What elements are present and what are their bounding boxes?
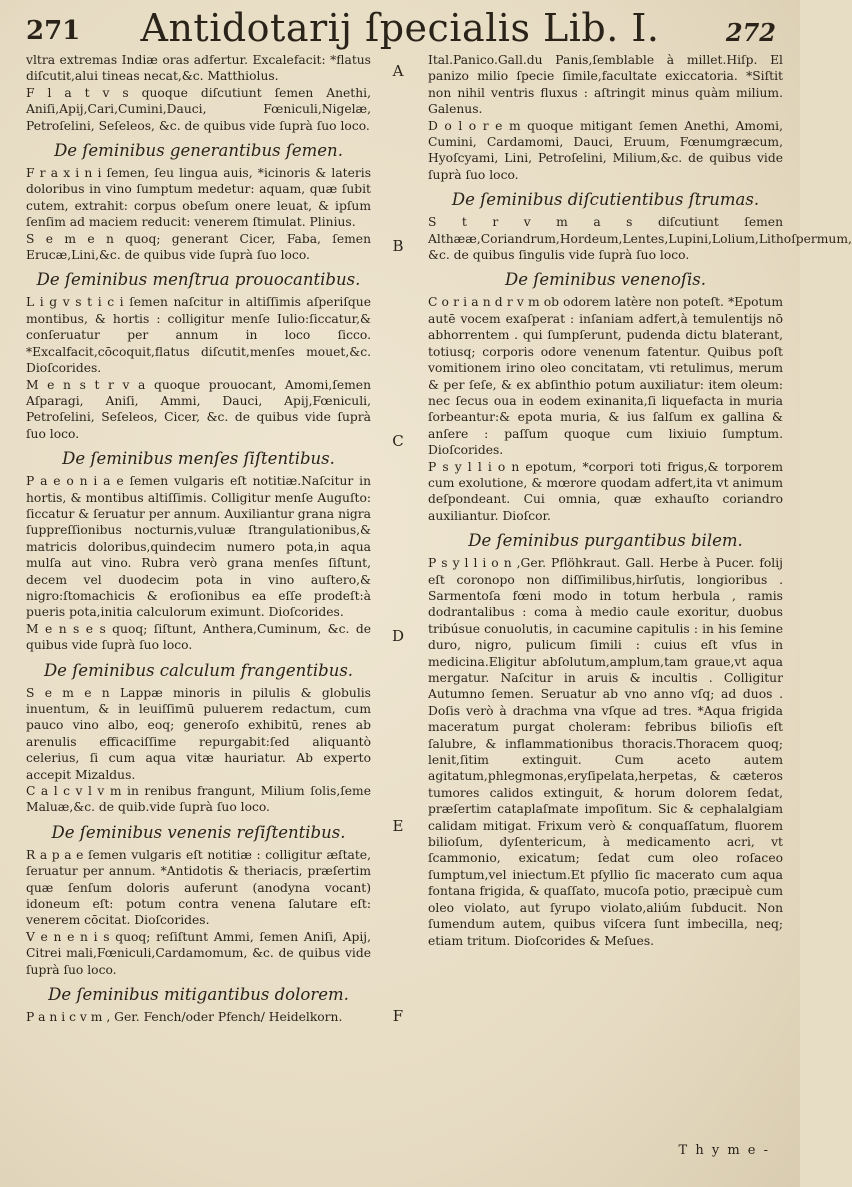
paragraph: F r a x i n i ſemen, ſeu lingua auis, *icinoris & lateris doloribus in vino ſumptum medetur: aquam, quæ ſubit cutem, extrahit: corpus obeſum onere leuat, & ipſum ſenſim ad maciem reducit: venerem ſtimulat. Plinius. xyxy=(26,166,371,230)
paragraph: V e n e n i s quoq; reſiſtunt Ammi, ſemen Aniſi, Apij, Citrei mali,Fœniculi,Cardamomum, &c. de quibus vide ſuprà ſuo loco. xyxy=(26,929,371,977)
right-column xyxy=(428,52,852,949)
paragraph: P s y l l i o n epotum, *corpori toti frigus,& torporem cum exolutione, & mœrore quodam adfert,ita vt animum deſpondeant. Cui omnia, quæ exhauſto coriandro auxiliantur. Dioſcor. xyxy=(428,459,783,523)
running-title: Antidotarij ſpecialis Lib. I. xyxy=(140,6,660,50)
paragraph: S e m e n quoq; generant Cicer, Faba, ſemen Erucæ,Lini,&c. de quibus vide ſuprà ſuo loco. xyxy=(26,231,371,263)
paragraph: C o r i a n d r v m ob odorem latère non poteſt. *Epotum autē vocem exaſperat : inſaniam adfert,à temulentijs nō abhorrentem . qui ſumpſerunt, pudenda dictu blaterant, totiusq; corporis odore venenum fatentur. Quibus poſt vomitionem irino oleo concitatam, vti retulimus, merum & per ſeſe, & ex abſinthio potum auxiliatur: item oleum: nec ſecus oua in eodem exinanita,ſi liquefacta in muria ſorbeantur:& epota muria, & ius ſalſum ex gallina & anſere : paſſum quoque cum lixiuio ſumptum. Dioſcorides. xyxy=(428,295,783,458)
paragraph: F l a t v s quoque diſcutiunt ſemen Anethi, Aniſi,Apij,Cari,Cumini,Dauci, Fœniculi,Nigelæ, Petroſelini, Seſeleos, &c. de quibus vide ſuprà ſuo loco. xyxy=(26,85,371,133)
paragraph: P s y l l i o n ,Ger. Pflöhkraut. Gall. Herbe à Pucer. folij eſt coronopo non diſſimilibus,hirſutis, longioribus . Sarmentoſa fœni modo in totum herbula , ramis dodrantalibus : coma à medio caule exoritur, duobus tribúsue conuolutis, in cacumine capitulis : in his ſemine duro, nigro, pulicum ſimili : cuius eſt vſus in medicina.Eligitur abſolutum,amplum,tam graue,vt aqua mergatur. Naſcitur in aruis & incultis . Colligitur Autumno ſemen. Seruatur ab vno anno vſq; ad duos . Doſis verò à drachma vna vſque ad tres. *Aqua frigida maceratum purgat choleram: febribus bilioſis eſt ſalubre, & inflammationibus thoracis.Thoracem quoq; lenit,ſitim extinguit. Cum aceto autem agitatum,phlegmonas,eryſipelata,herpetas, & cæteros tumores calidos extinguit, & horum dolorem ſedat, præſertim cataplaſmate impoſitum. Sic & cephalalgiam calidam mitigat. Frixum verò & conquaſſatum, fluorem bilioſum, dyſentericum, à medicamento acri, vt ſcammonio, exicatum; ſedat cum oleo roſaceo ſumptum,vel iniectum.Et pſyllio ſic macerato cum aqua fontana frigida, & quaſſato, mucoſa potio, præcipuè cum oleo violato, aut ſyrupo violato,aliúm ſubducit. Non ſumendum autem, quibus viſcera ſunt imbecilla, neq; etiam tritum. Dioſcorides & Meſues. xyxy=(428,556,783,948)
paragraph: C a l c v l v m in renibus frangunt, Milium ſolis,ſeme Maluæ,&c. de quib.vide ſuprà ſuo loco. xyxy=(26,784,371,815)
paragraph: S e m e n Lappæ minoris in pilulis & globulis inuentum, & in leuiſſimū puluerem redactum, cum pauco vino albo, eoq; generoſo exhibitū, renes ab arenulis efficaciſſime repurgabit:ſed aliquantò celerius, ſi cum aqua vitæ hauriatur. Ab experto accepit Mizaldus. xyxy=(26,685,371,782)
margin-marker: B xyxy=(392,237,404,255)
section-heading: De ſeminibus mitigantibus dolorem. xyxy=(48,985,349,1005)
section-heading: De ſeminibus menſtrua prouocantibus. xyxy=(36,270,361,290)
paragraph: S t r v m a s diſcutiunt ſemen Althææ,Coriandrum,Hordeum,Lentes,Lupini,Lolium,Lithoſpermum, &c. de quibus ſingulis vide ſuprà ſuo loco. xyxy=(428,215,852,263)
section-heading: De ſeminibus purgantibus bilem. xyxy=(468,531,743,551)
left-column xyxy=(26,52,371,1026)
margin-marker: D xyxy=(391,627,405,645)
margin-marker: A xyxy=(392,62,404,80)
paragraph: Ital.Panico.Gall.du Panis,ſemblable à millet.Hiſp. El panizo milio ſpecie ſimile,facultate exiccatoria. *Siſtit non nihil ventris fluxus : aſtringit minus quàm milium. Galenus. xyxy=(428,53,783,117)
margin-marker: E xyxy=(392,817,404,835)
section-heading: De ſeminibus venenis reſiſtentibus. xyxy=(51,822,346,842)
paragraph: R a p a e ſemen vulgaris eſt notitiæ : colligitur æſtate, ſeruatur per annum. *Antidotis & theriacis, præſertim quæ ſenſum doloris auferunt (anodyna vocant) idoneum eſt: potum contra venena ſalutare eſt: venerem cōcitat. Dioſcorides. xyxy=(26,847,371,928)
section-heading: De ſeminibus calculum frangentibus. xyxy=(43,660,354,680)
paragraph: L i g v s t i c i ſemen naſcitur in altiſſimis aſperiſque montibus, & hortis : colligitur menſe Iulio:ſiccatur,& conſeruatur per annum in loco ſicco. *Excalfacit,cōcoquit,flatus diſcutit,menſes mouet,&c. Dioſcorides. xyxy=(26,295,371,376)
paragraph: P a n i c v m , Ger. Fench/oder Pfench/ Heidelkorn. xyxy=(26,1010,343,1025)
section-heading: De ſeminibus diſcutientibus ſtrumas. xyxy=(451,190,760,210)
page-number-right: 272 xyxy=(725,18,776,47)
page-header xyxy=(22,6,778,54)
margin-marker: F xyxy=(392,1007,404,1025)
paragraph: D o l o r e m quoque mitigant ſemen Anethi, Amomi, Cumini, Cardamomi, Dauci, Eruum, Fœnumgræcum, Hyoſcyami, Lini, Petroſelini, Milium,&c. de quibus vide ſuprà ſuo loco. xyxy=(428,118,783,182)
section-heading: De ſeminibus generantibus ſemen. xyxy=(54,141,343,161)
paragraph: vltra extremas Indiæ oras adfertur. Excalefacit: *flatus diſcutit,alui tineas necat,&c. Matthiolus. xyxy=(26,53,371,84)
margin-markers xyxy=(378,52,418,1152)
paragraph: M e n s e s quoq; ſiſtunt, Anthera,Cuminum, &c. de quibus vide ſuprà ſuo loco. xyxy=(26,621,371,653)
paragraph: M e n s t r v a quoque prouocant, Amomi,ſemen Aſparagi, Aniſi, Ammi, Dauci, Apij,Fœniculi, Petroſelini, Seſeleos, Cicer, &c. de quibus vide ſuprà ſuo loco. xyxy=(26,377,371,441)
section-heading: De ſeminibus menſes ſiſtentibus. xyxy=(62,449,335,469)
paragraph: P a e o n i a e ſemen vulgaris eſt notitiæ.Naſcitur in hortis, & montibus altiſſimis. Colligitur menſe Auguſto: ſiccatur & ſeruatur per annum. Auxiliantur grana nigra ſuppreſſionibus nocturnis,vuluæ ſtrangulationibus,& matricis doloribus,quindecim numero pota,in aqua mulſa aut vino. Rubra verò grana menſes ſiſtunt, decem vel duodecim pota in vino auſtero,& nigro:ſtomachicis & eroſionibus ea eſſe prodeſt:à pueris pota,initia calculorum eximunt. Dioſcorides. xyxy=(26,474,371,620)
section-heading: De ſeminibus venenoſis. xyxy=(505,270,706,290)
margin-marker: C xyxy=(392,432,404,450)
catchword: T h y m e - xyxy=(678,1143,770,1158)
page-number-left: 271 xyxy=(26,16,81,46)
